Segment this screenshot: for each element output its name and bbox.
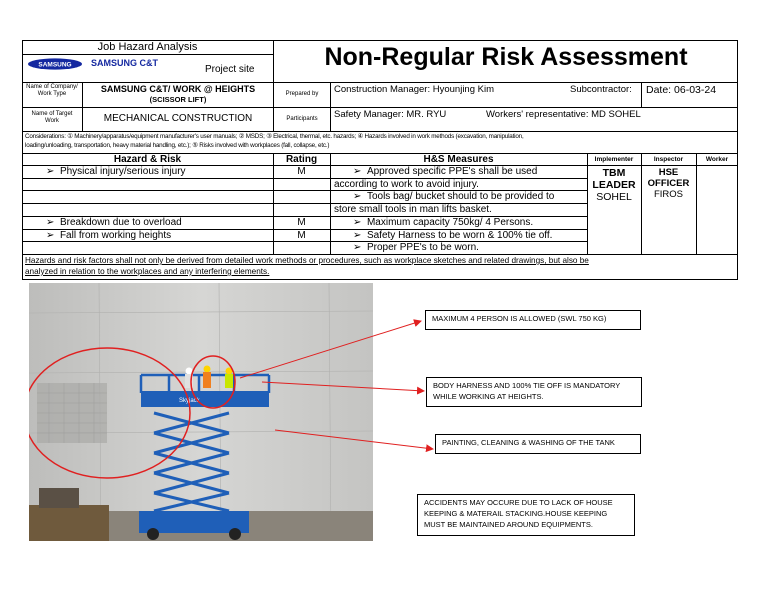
table-row-rating: M [297,217,306,228]
header-measures: H&S Measures [423,154,494,165]
considerations: Considerations: ① Machinery/apparatus/equipment manufacturer's user manuals; ② MSDS; ③ Electrical, thermal, etc. hazards; ④ Hazards involved in work methods (excavation, manipulation, loading/unloading, transportation, heavy material handling, etc.); ⑤ Risks involved with workplaces (fall, collapse, etc.) [25,133,524,149]
table-row-measure-cont: according to work to avoid injury. [334,179,479,190]
callout-max-persons: MAXIMUM 4 PERSON IS ALLOWED (SWL 750 KG) [425,310,641,330]
hazard-note: Hazards and risk factors shall not only be derived from detailed work methods or procedures, such as workplace sketches and related drawings, but also be analyzed in relation to the workplaces and any interfering elements. [25,256,589,276]
svg-text:SAMSUNG: SAMSUNG [38,61,72,69]
safety-manager: Safety Manager: MR. RYU [334,109,447,120]
construction-manager: Construction Manager: Hyounjing Kim [334,84,494,95]
date-value: Date: 06-03-24 [646,84,717,96]
callout-painting: PAINTING, CLEANING & WASHING OF THE TANK [435,434,641,454]
samsung-ct-logo: SAMSUNG C&T [91,58,158,68]
table-row-measure: ➢ Proper PPE's to be worn. [353,242,479,253]
project-site-label: Project site [205,64,255,75]
callout-harness: BODY HARNESS AND 100% TIE OFF IS MANDATORY WHILE WORKING AT HEIGHTS. [426,377,642,407]
page-title: Non-Regular Risk Assessment [324,43,688,71]
header-implementer: Implementer [594,156,634,163]
table-row-measure: ➢ Maximum capacity 750kg/ 4 Persons. [353,217,534,228]
table-row-rating: M [297,230,306,241]
jha-title: Job Hazard Analysis [97,41,198,53]
svg-text:Skyjack: Skyjack [179,398,200,404]
table-row-measure-cont: store small tools in man lifts basket. [334,204,492,215]
table-row-rating: M [297,166,306,177]
inspector-value: HSE OFFICER FIROS [647,167,690,200]
participants-label: Participants [286,116,318,122]
header-hazard: Hazard & Risk [113,154,182,165]
target-work-label: Name of Target Work [31,111,73,124]
target-work-value: MECHANICAL CONSTRUCTION [103,113,253,124]
table-row-hazard: ➢ Breakdown due to overload [46,217,182,228]
header-rating: Rating [285,154,318,165]
table-row-measure: ➢ Tools bag/ bucket should to be provided to [353,191,555,202]
table-row-hazard: ➢ Fall from working heights [46,230,172,241]
table-row-measure: ➢ Safety Harness to be worn & 100% tie off. [353,230,553,241]
header-worker: Worker [705,156,729,163]
implementer-value: TBM LEADER SOHEL [592,167,636,203]
prepared-by-label: Prepared by [285,91,319,97]
table-row-hazard: ➢ Physical injury/serious injury [46,166,186,177]
company-label: Name of Company/ Work Type [26,84,78,97]
workers-representative: Workers' representative: MD SOHEL [486,109,641,120]
company-value: SAMSUNG C&T/ WORK @ HEIGHTS (SCISSOR LIFT) [100,84,256,104]
subcontractor-label: Subcontractor: [570,84,632,95]
header-inspector: Inspector [653,156,684,163]
callout-accidents: ACCIDENTS MAY OCCURE DUE TO LACK OF HOUSE KEEPING & MATERAIL STACKING.HOUSE KEEPING MUST BE MAINTAINED AROUND EQUIPMENTS. [417,494,635,536]
table-row-measure: ➢ Approved specific PPE's shall be used [353,166,538,177]
